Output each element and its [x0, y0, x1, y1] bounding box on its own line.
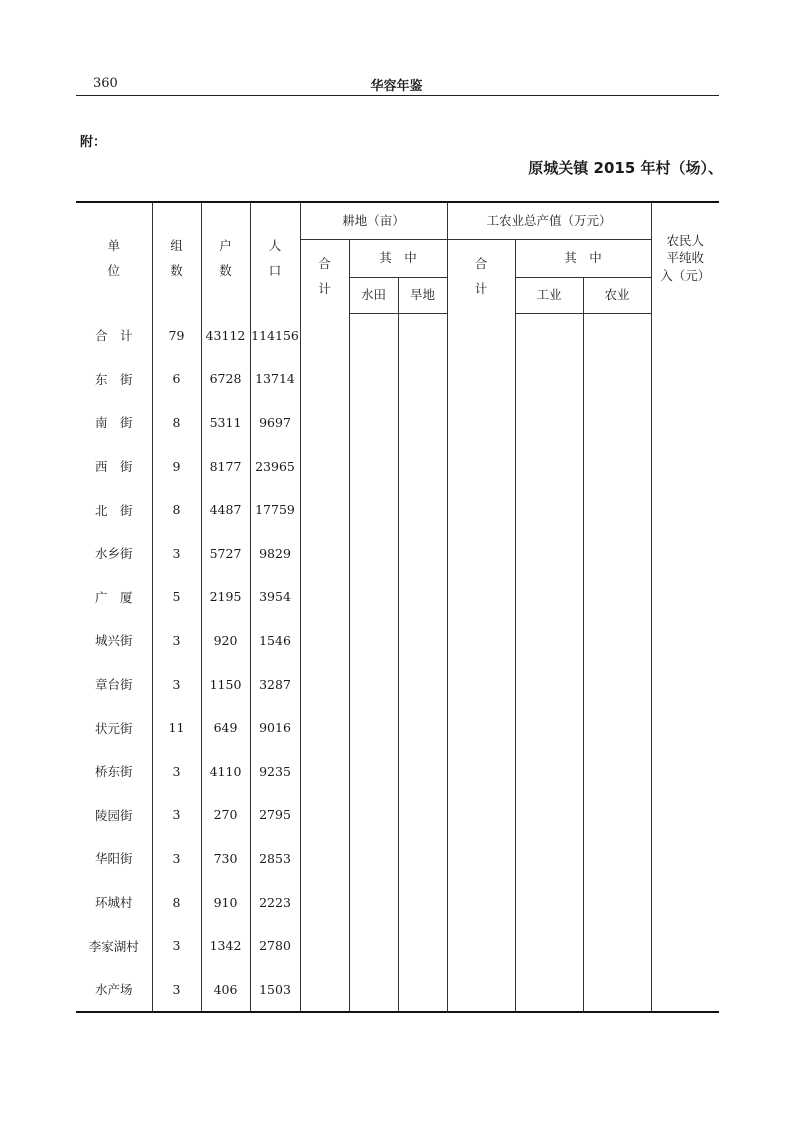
cell-empty: [515, 924, 583, 968]
cell-empty: [398, 749, 447, 793]
header-agriculture: 农业: [583, 277, 651, 313]
cell-population: 3954: [250, 575, 300, 619]
cell-unit: 章台街: [94, 677, 133, 693]
header-unit: 单 位: [76, 202, 152, 313]
cell-unit: 陵园街: [94, 807, 133, 823]
cell-unit: 西 街: [94, 459, 133, 475]
cell-empty: [349, 880, 398, 924]
cell-empty: [583, 793, 651, 837]
cell-population: 2853: [250, 837, 300, 881]
header-households: 户 数: [201, 202, 250, 313]
table-row: [76, 967, 719, 1012]
cell-groups: 3: [152, 749, 201, 793]
cell-households: 406: [201, 967, 250, 1012]
cell-empty: [398, 531, 447, 575]
cell-empty: [300, 837, 349, 881]
cell-population: 23965: [250, 444, 300, 488]
cell-empty: [583, 619, 651, 663]
cell-empty: [583, 662, 651, 706]
cell-unit: 李家湖村: [88, 938, 139, 954]
cell-unit: 城兴街: [94, 633, 133, 649]
cell-empty: [398, 444, 447, 488]
cell-households: 910: [201, 880, 250, 924]
cell-unit: 南 街: [94, 415, 133, 431]
header-rule: [76, 95, 719, 96]
cell-households: 920: [201, 619, 250, 663]
cell-empty: [447, 619, 515, 663]
cell-empty: [651, 793, 719, 837]
appendix-label: 附：: [80, 135, 107, 150]
cell-empty: [583, 531, 651, 575]
cell-empty: [349, 488, 398, 532]
cell-empty: [349, 444, 398, 488]
cell-empty: [447, 749, 515, 793]
cell-empty: [349, 967, 398, 1012]
cell-empty: [398, 619, 447, 663]
cell-empty: [349, 793, 398, 837]
cell-population: 3287: [250, 662, 300, 706]
header-farmland: 耕地（亩）: [300, 202, 447, 239]
cell-empty: [349, 837, 398, 881]
cell-empty: [515, 706, 583, 750]
cell-groups: 3: [152, 531, 201, 575]
cell-empty: [447, 793, 515, 837]
cell-empty: [583, 967, 651, 1012]
cell-empty: [398, 488, 447, 532]
cell-empty: [447, 880, 515, 924]
cell-empty: [651, 706, 719, 750]
cell-population: 114156: [250, 313, 300, 357]
cell-empty: [300, 749, 349, 793]
cell-empty: [583, 357, 651, 401]
header-farmland-of-which: 其 中: [349, 239, 447, 277]
cell-empty: [349, 706, 398, 750]
header-output-value: 工农业总产值（万元）: [447, 202, 651, 239]
cell-empty: [447, 357, 515, 401]
cell-empty: [447, 531, 515, 575]
table-row: [76, 880, 719, 924]
cell-empty: [398, 793, 447, 837]
cell-groups: 3: [152, 837, 201, 881]
cell-empty: [447, 837, 515, 881]
cell-empty: [300, 313, 349, 357]
cell-empty: [398, 967, 447, 1012]
cell-empty: [349, 401, 398, 445]
cell-population: 2780: [250, 924, 300, 968]
cell-empty: [651, 749, 719, 793]
cell-empty: [447, 313, 515, 357]
cell-empty: [651, 401, 719, 445]
cell-empty: [398, 837, 447, 881]
cell-empty: [300, 575, 349, 619]
cell-households: 6728: [201, 357, 250, 401]
cell-empty: [300, 488, 349, 532]
cell-empty: [349, 575, 398, 619]
cell-households: 1150: [201, 662, 250, 706]
cell-unit: 水产场: [76, 967, 152, 1012]
cell-households: 43112: [201, 313, 250, 357]
cell-empty: [447, 444, 515, 488]
cell-empty: [447, 575, 515, 619]
cell-unit: 北 街: [94, 502, 133, 518]
cell-population: 2223: [250, 880, 300, 924]
cell-unit: 状元街: [94, 720, 133, 736]
cell-empty: [583, 706, 651, 750]
cell-empty: [583, 880, 651, 924]
table-row: [76, 444, 719, 488]
table-row: [76, 924, 719, 968]
table-row: [76, 619, 719, 663]
cell-households: 1342: [201, 924, 250, 968]
cell-households: 5311: [201, 401, 250, 445]
cell-unit: 合 计: [94, 328, 133, 344]
cell-empty: [651, 880, 719, 924]
cell-unit: 广 厦: [94, 589, 133, 605]
cell-empty: [651, 924, 719, 968]
cell-empty: [651, 488, 719, 532]
cell-empty: [651, 357, 719, 401]
cell-empty: [583, 749, 651, 793]
cell-empty: [515, 444, 583, 488]
cell-empty: [300, 357, 349, 401]
header-population: 人 口: [250, 202, 300, 313]
cell-empty: [300, 401, 349, 445]
cell-empty: [300, 444, 349, 488]
cell-population: 2795: [250, 793, 300, 837]
cell-population: 13714: [250, 357, 300, 401]
cell-empty: [300, 662, 349, 706]
cell-empty: [515, 401, 583, 445]
cell-empty: [447, 706, 515, 750]
cell-empty: [651, 444, 719, 488]
cell-empty: [349, 357, 398, 401]
cell-empty: [583, 575, 651, 619]
cell-empty: [583, 924, 651, 968]
cell-households: 649: [201, 706, 250, 750]
cell-empty: [447, 488, 515, 532]
cell-empty: [447, 401, 515, 445]
cell-empty: [651, 619, 719, 663]
cell-groups: 5: [152, 575, 201, 619]
table-row: [76, 575, 719, 619]
cell-empty: [515, 967, 583, 1012]
table-row: [76, 662, 719, 706]
cell-empty: [349, 749, 398, 793]
cell-empty: [349, 313, 398, 357]
cell-empty: [515, 357, 583, 401]
cell-households: 270: [201, 793, 250, 837]
cell-empty: [447, 662, 515, 706]
cell-empty: [349, 662, 398, 706]
header-paddy: 水田: [349, 277, 398, 313]
cell-empty: [651, 531, 719, 575]
cell-empty: [398, 401, 447, 445]
table-row: [76, 313, 719, 357]
cell-empty: [300, 967, 349, 1012]
cell-unit: 东 街: [94, 371, 133, 387]
cell-empty: [300, 619, 349, 663]
cell-empty: [583, 313, 651, 357]
table-row: [76, 706, 719, 750]
cell-empty: [300, 531, 349, 575]
cell-population: 9697: [250, 401, 300, 445]
cell-empty: [651, 313, 719, 357]
header-output-of-which: 其 中: [515, 239, 651, 277]
cell-empty: [515, 488, 583, 532]
table-row: [76, 749, 719, 793]
cell-empty: [515, 619, 583, 663]
cell-empty: [515, 662, 583, 706]
cell-empty: [447, 924, 515, 968]
cell-empty: [300, 880, 349, 924]
cell-groups: 3: [152, 793, 201, 837]
table-row: [76, 357, 719, 401]
cell-population: 1546: [250, 619, 300, 663]
header-groups: 组 数: [152, 202, 201, 313]
cell-empty: [515, 749, 583, 793]
cell-empty: [515, 793, 583, 837]
cell-empty: [398, 924, 447, 968]
cell-households: 4487: [201, 488, 250, 532]
cell-unit: 华阳街: [94, 851, 133, 867]
cell-empty: [349, 619, 398, 663]
cell-unit: 水乡街: [94, 546, 133, 562]
table-row: [76, 837, 719, 881]
cell-empty: [515, 531, 583, 575]
cell-unit: 环城村: [94, 895, 133, 911]
cell-groups: 3: [152, 619, 201, 663]
cell-empty: [349, 531, 398, 575]
cell-empty: [583, 444, 651, 488]
cell-population: 9235: [250, 749, 300, 793]
cell-groups: 3: [152, 924, 201, 968]
table-row: [76, 531, 719, 575]
cell-groups: 8: [152, 880, 201, 924]
cell-empty: [398, 662, 447, 706]
cell-empty: [349, 924, 398, 968]
cell-empty: [651, 967, 719, 1012]
header-industry: 工业: [515, 277, 583, 313]
cell-empty: [300, 924, 349, 968]
page-number: 360: [93, 76, 118, 91]
cell-empty: [583, 488, 651, 532]
cell-households: 730: [201, 837, 250, 881]
table-row: [76, 488, 719, 532]
cell-groups: 79: [152, 313, 201, 357]
running-title: 华容年鉴: [370, 79, 423, 94]
cell-empty: [515, 837, 583, 881]
cell-empty: [398, 313, 447, 357]
cell-groups: 9: [152, 444, 201, 488]
cell-empty: [651, 837, 719, 881]
cell-population: 9829: [250, 531, 300, 575]
cell-groups: 3: [152, 967, 201, 1012]
cell-empty: [398, 575, 447, 619]
cell-empty: [515, 313, 583, 357]
cell-households: 2195: [201, 575, 250, 619]
table-title: 原城关镇 2015 年村（场）、: [528, 159, 723, 177]
table-row: [76, 793, 719, 837]
cell-empty: [398, 706, 447, 750]
cell-unit: 桥东街: [94, 764, 133, 780]
cell-empty: [651, 575, 719, 619]
table-row: [76, 401, 719, 445]
cell-population: 9016: [250, 706, 300, 750]
header-income: 农民人 平纯收 入（元）: [651, 202, 719, 313]
cell-population: 1503: [250, 967, 300, 1012]
cell-groups: 6: [152, 357, 201, 401]
statistics-table: [76, 201, 719, 1013]
cell-households: 8177: [201, 444, 250, 488]
cell-empty: [398, 357, 447, 401]
cell-empty: [515, 880, 583, 924]
cell-empty: [300, 706, 349, 750]
cell-empty: [300, 793, 349, 837]
cell-households: 4110: [201, 749, 250, 793]
cell-empty: [651, 662, 719, 706]
header-dry-land: 旱地: [398, 277, 447, 313]
cell-empty: [583, 401, 651, 445]
cell-empty: [447, 967, 515, 1012]
cell-groups: 8: [152, 401, 201, 445]
header-output-total: 合 计: [447, 239, 515, 313]
header-farmland-total: 合 计: [300, 239, 349, 313]
cell-groups: 11: [152, 706, 201, 750]
cell-empty: [398, 880, 447, 924]
cell-groups: 3: [152, 662, 201, 706]
cell-empty: [515, 575, 583, 619]
cell-empty: [583, 837, 651, 881]
cell-population: 17759: [250, 488, 300, 532]
cell-households: 5727: [201, 531, 250, 575]
cell-groups: 8: [152, 488, 201, 532]
